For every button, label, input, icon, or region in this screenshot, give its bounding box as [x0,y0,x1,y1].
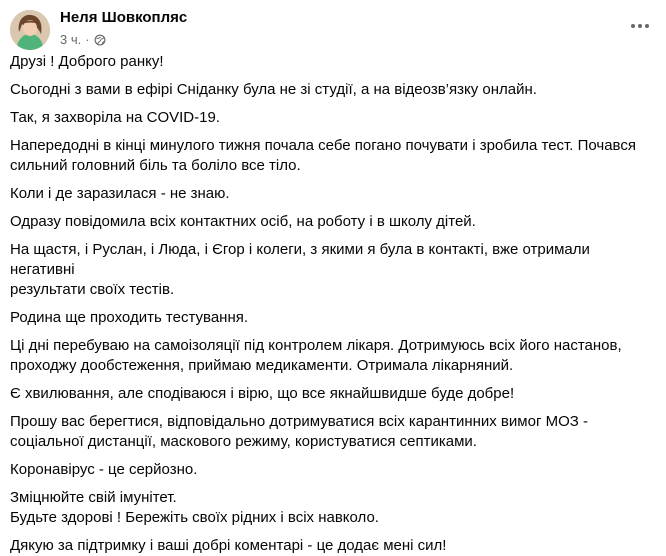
avatar[interactable] [10,10,50,50]
post-meta [60,32,106,47]
paragraph: Коли і де заразилася - не знаю. [10,185,230,202]
paragraph: Друзі ! Доброго ранку! [10,53,164,70]
paragraph: Дякую за підтримку і ваші добрі коментарі - це додає мені сил! [10,537,447,554]
paragraph: Напередодні в кінці минулого тижня почала себе погано почувати і зробила тест. Почався сильний головний біль та боліло все тіло. [10,137,636,174]
paragraph: Одразу повідомила всіх контактних осіб, на роботу і в школу дітей. [10,213,476,230]
profile-photo [10,10,50,50]
paragraph: Зміцнюйте свій імунітет. Будьте здорові ! Бережіть своїх рідних і всіх навколо. [10,489,379,526]
paragraph: Коронавірус - це серйозно. [10,461,198,478]
globe-icon [94,34,106,46]
paragraph: Прошу вас берегтися, відповідально дотримуватися всіх карантинних вимог МОЗ - соціальної дистанції, маскового режиму, користуватися септиками. [10,413,588,450]
meta-separator: · [85,32,90,47]
post-header [10,6,656,50]
paragraph: На щастя, і Руслан, і Люда, і Єгор і колеги, з якими я була в контакті, вже отримали негативні результати своїх тестів. [10,241,590,298]
paragraph: Ці дні перебуваю на самоізоляції під контролем лікаря. Дотримуюсь всіх його настанов, проходжу дообстеження, приймаю медикаменти. Отримала лікарняний. [10,337,622,374]
paragraph: Є хвилювання, але сподіваюся і вірю, що все якнайшвидше буде добре! [10,385,515,402]
post-text [10,52,656,556]
paragraph: Родина ще проходить тестування. [10,309,249,326]
more-options-icon[interactable] [626,16,654,36]
author-name[interactable]: Неля Шовкопляс [60,9,188,26]
post-time[interactable]: 3 ч. [60,32,82,47]
paragraph: Сьогодні з вами в ефірі Сніданку була не зі студії, а на відеозв’язку онлайн. [10,81,537,98]
paragraph: Так, я захворіла на COVID-19. [10,109,220,126]
